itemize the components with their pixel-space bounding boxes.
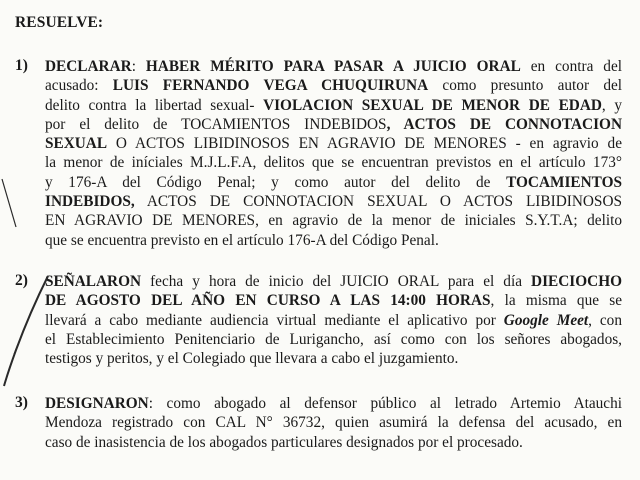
text-segment: , ACTOS DE CONNOTACION [386, 115, 622, 133]
item-body [45, 57, 622, 250]
text-line [45, 433, 622, 452]
pen-mark-stroke-2 [0, 272, 52, 390]
text-line [45, 291, 622, 310]
text-segment: el Establecimiento Penitenciario de Lurigancho, así como con los señores abogados, [45, 330, 622, 348]
text-segment: DIECIOCHO [531, 273, 622, 290]
text-segment: O ACTOS LIBIDINOSOS EN AGRAVIO DE MENORES - en agravio de [107, 135, 622, 153]
text-line [45, 115, 622, 134]
text-segment: y 176-A del Código Penal; y como autor del delito de [45, 173, 507, 191]
text-line [45, 272, 622, 291]
text-line [45, 211, 622, 230]
text-segment: , con [588, 311, 622, 329]
text-line [45, 330, 622, 349]
item-body [45, 272, 622, 368]
text-line [45, 192, 622, 211]
text-segment: VIOLACION SEXUAL DE MENOR DE EDAD [263, 96, 602, 114]
text-segment: en contra del [520, 58, 622, 75]
text-segment: por el delito de TOCAMIENTOS INDEBIDOS [45, 115, 387, 133]
text-segment: ACTOS DE CONNOTACION SEXUAL O ACTOS LIBIDINOSOS [134, 193, 622, 211]
text-segment: , la misma que se [490, 292, 622, 310]
text-segment: fecha y hora de inicio del JUICIO ORAL para el día [141, 273, 532, 290]
resolution-heading: RESUELVE: [15, 14, 104, 31]
text-segment: que se encuentra previsto en el artículo 176-A del Código Penal. [45, 231, 439, 249]
text-segment: testigos y peritos, y el Colegiado que llevara a cabo el juzgamiento. [45, 350, 459, 368]
text-line [45, 413, 622, 432]
item-number: 1) [15, 57, 28, 74]
text-segment: INDEBIDOS, [45, 193, 135, 211]
text-segment: SEÑALARON [45, 273, 142, 290]
text-segment: delito contra la libertad sexual- [45, 96, 264, 114]
text-segment: , y [601, 96, 623, 114]
text-segment: LUIS FERNANDO VEGA CHUQUIRUNA [112, 77, 429, 95]
pen-mark-stroke-1 [0, 175, 20, 235]
text-segment: acusado: [45, 77, 113, 95]
text-line [45, 96, 622, 115]
text-line [45, 76, 622, 95]
text-segment: caso de inasistencia de los abogados particulares designados por el procesado. [45, 433, 523, 451]
text-line [45, 173, 622, 192]
text-line [45, 57, 622, 76]
text-segment: Google Meet [503, 311, 589, 329]
text-segment: SEXUAL [45, 135, 108, 153]
text-segment: Mendoza registrado con CAL N° 36732, quien asumirá la defensa del acusado, en [45, 414, 622, 432]
text-segment: la menor de iníciales M.J.L.F.A, delitos que se encuentran previstos en el artículo 173° [45, 154, 622, 172]
text-segment: : [131, 58, 146, 75]
text-segment: llevará a cabo mediante audiencia virtual mediante el aplicativo por [45, 311, 504, 329]
text-segment: EN AGRAVIO DE MENORES, en agravio de la menor de iniciales S.Y.T.A; delito [45, 212, 622, 230]
item-number: 2) [15, 272, 28, 289]
text-segment: TOCAMIENTOS [506, 173, 622, 191]
text-segment: DE AGOSTO DEL AÑO EN CURSO A LAS 14:00 HORAS [45, 292, 491, 310]
item-body [45, 394, 622, 452]
text-segment: como presunto autor del [428, 77, 623, 95]
text-line [45, 349, 622, 368]
text-segment: DECLARAR [45, 58, 132, 75]
text-line [45, 231, 622, 250]
text-line [45, 311, 622, 330]
text-segment: : como abogado al defensor público al letrado Artemio Atauchi [148, 395, 622, 412]
text-line [45, 153, 622, 172]
item-number: 3) [15, 394, 28, 411]
text-line [45, 134, 622, 153]
text-segment: DESIGNARON [45, 395, 149, 412]
text-line [45, 394, 622, 413]
text-segment: HABER MÉRITO PARA PASAR A JUICIO ORAL [145, 58, 521, 75]
